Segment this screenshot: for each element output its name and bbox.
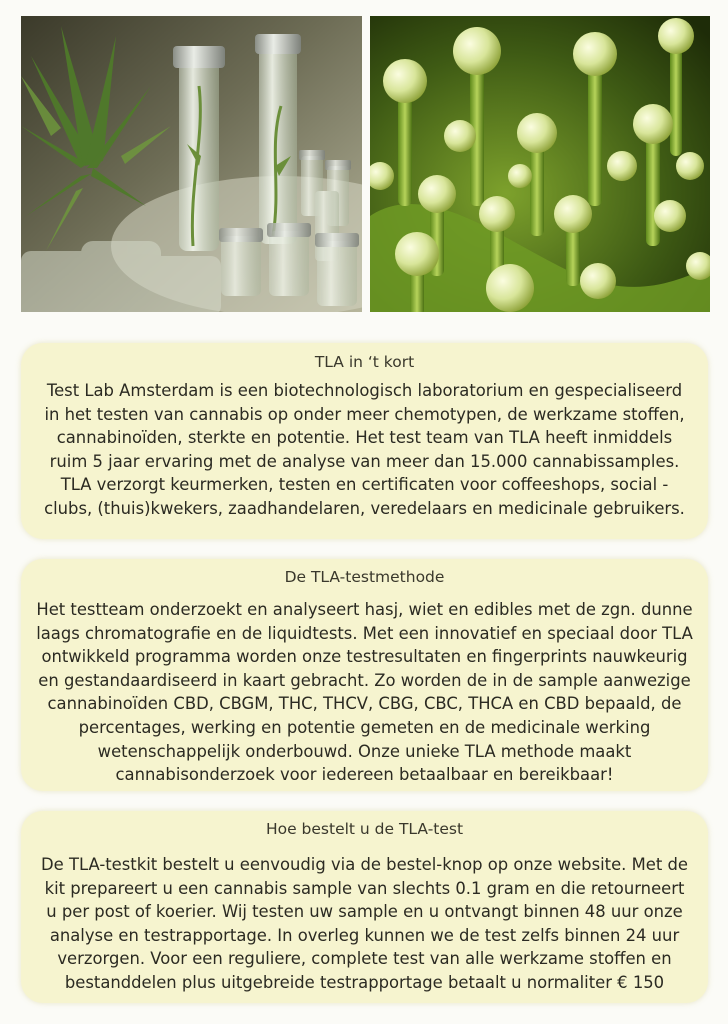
section-title: TLA in ‘t kort — [314, 353, 415, 371]
section-tla-in-short — [21, 343, 708, 539]
text-line: kit prepareert u een cannabis sample van slechts 0.1 gram en die retourneert — [44, 878, 685, 898]
text-line: Test Lab Amsterdam is een biotechnologisch laboratorium en gespecialiseerd — [46, 381, 683, 400]
text-line: verzorgen. Voor een reguliere, complete test van alle werkzame stoffen en — [57, 949, 672, 969]
text-line: cannabisonderzoek voor iedereen betaalbaar en bereikbaar! — [115, 765, 614, 785]
text-line: wetenschappelijk onderbouwd. Onze unieke TLA methode maakt — [97, 741, 632, 761]
text-line: en gestandaardiseerd in kaart gebracht. Zo worden de in de sample aanwezige — [38, 670, 691, 690]
section-title: Hoe bestelt u de TLA-test — [265, 820, 464, 838]
text-line: cannabinoïden CBD, CBGM, THC, THCV, CBG, CBC, THCA en CBD bepaald, de — [47, 694, 682, 714]
text-line: Het testteam onderzoekt en analyseert hasj, wiet en edibles met de zgn. dunne — [36, 600, 693, 619]
section-title: De TLA-testmethode — [284, 568, 445, 586]
trichomes-macro-photo — [370, 16, 710, 312]
text-line: De TLA-testkit bestelt u eenvoudig via de bestel-knop op onze website. Met de — [41, 855, 688, 874]
section-body — [29, 377, 700, 521]
text-line: TLA verzorgt keurmerken, testen en certificaten voor coffeeshops, social - — [60, 475, 669, 495]
section-test-method — [21, 559, 708, 791]
text-line: cannabinoïden, sterkte en potentie. Het test team van TLA heeft inmiddels — [56, 428, 673, 448]
text-line: analyse en testrapportage. In overleg kunnen we de test zelfs binnen 24 uur — [49, 925, 680, 945]
text-line: ruim 5 jaar ervaring met de analyse van meer dan 15.000 cannabissamples. — [49, 451, 680, 471]
text-line: in het testen van cannabis op onder meer chemotypen, de werkzame stoffen, — [44, 404, 685, 424]
section-body — [29, 847, 700, 995]
section-body — [29, 595, 700, 787]
text-line: bestanddelen plus uitgebreide testrapportage betaalt u normaliter € 150 — [64, 972, 665, 992]
text-line: clubs, (thuis)kwekers, zaadhandelaren, veredelaars en medicinale gebruikers. — [44, 498, 685, 518]
lab-vials-photo — [21, 16, 362, 312]
section-how-to-order — [21, 811, 708, 1003]
text-line: ontwikkeld programma worden onze testresultaten en fingerprints nauwkeurig — [41, 647, 688, 667]
text-line: percentages, werking en potentie gemeten en de medicinale werking — [78, 717, 651, 737]
text-line: laags chromatografie en de liquidtests. Met een innovatief en speciaal door TLA — [36, 623, 693, 643]
text-line: u per post of koerier. Wij testen uw sample en u ontvangt binnen 48 uur onze — [46, 902, 683, 922]
